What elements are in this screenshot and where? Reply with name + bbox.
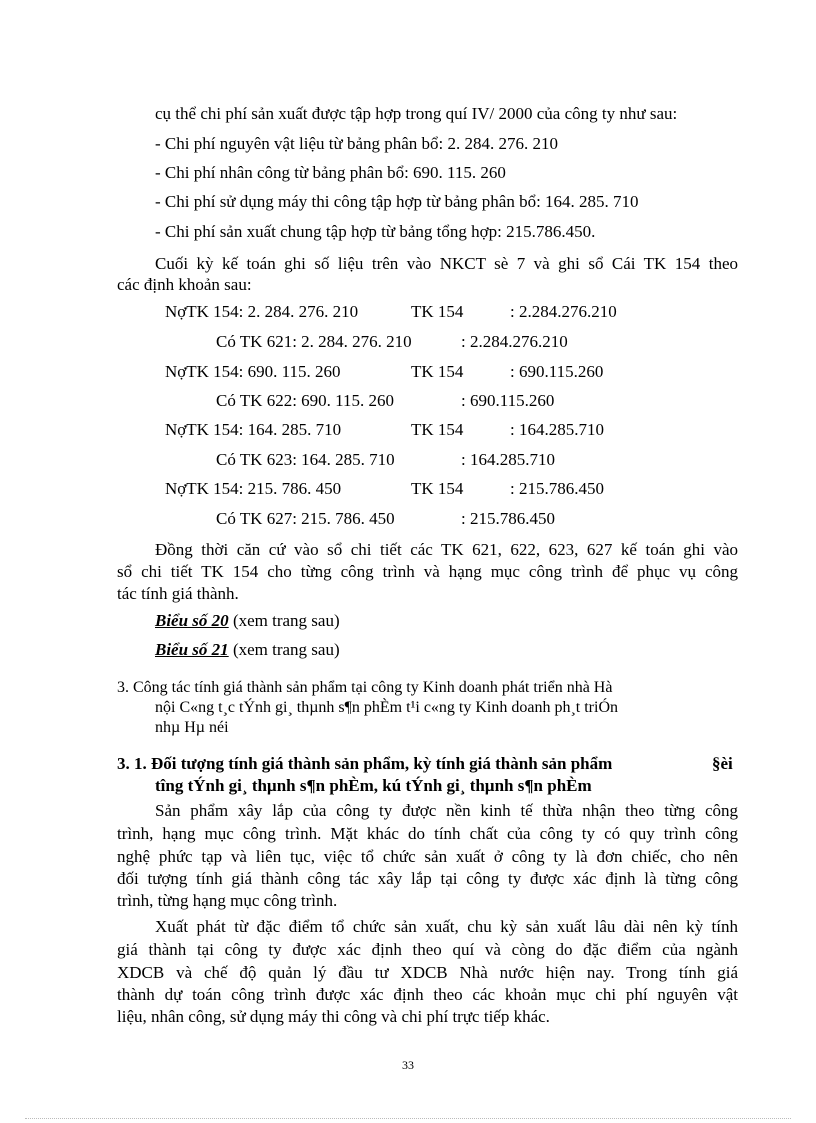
- entry-tk: TK 154: [411, 479, 464, 498]
- ref-note: (xem trang sau): [228, 640, 340, 659]
- section-3-1-heading-line-2: tîng tÝnh gi¸ thµnh s¶n phÈm, kú tÝnh gi¸ thµnh s¶n phÈm: [155, 776, 592, 795]
- simultaneous-para-line-3: tác tính giá thành.: [117, 584, 239, 603]
- entry-credit: Có TK 621: 2. 284. 276. 210: [216, 332, 412, 351]
- section-3-1-heading-garbled: §èi: [712, 754, 733, 773]
- entry-debit: NợTK 154: 215. 786. 450: [165, 479, 342, 498]
- entry-tk-amount: : 215.786.450: [510, 479, 604, 498]
- cost-item-materials: - Chi phí nguyên vật liệu từ bảng phân bổ: 2. 284. 276. 210: [155, 134, 559, 153]
- closing-para-line-1: Cuối kỳ kế toán ghi số liệu trên vào NKCT sè 7 và ghi sổ Cái TK 154 theo: [155, 254, 738, 273]
- ref-label: Biểu số 20: [155, 611, 229, 630]
- entry-tk-amount: : 690.115.260: [510, 362, 604, 381]
- entry-credit-amount: : 215.786.450: [461, 509, 555, 528]
- ref-bieu-21: [155, 639, 340, 661]
- origin-para-line-1: Xuất phát từ đặc điểm tổ chức sản xuất, chu kỳ sản xuất lâu dài nên kỳ tính: [155, 917, 738, 936]
- entry-debit: NợTK 154: 2. 284. 276. 210: [165, 302, 359, 321]
- page-number: 33: [402, 1058, 414, 1072]
- entry-credit: Có TK 622: 690. 115. 260: [216, 391, 395, 410]
- entry-debit: NợTK 154: 164. 285. 710: [165, 420, 342, 439]
- product-para-line-5: trình, từng hạng mục công trình.: [117, 891, 338, 910]
- entry-tk: TK 154: [411, 302, 464, 321]
- cost-item-general: - Chi phí sản xuất chung tập hợp từ bảng tổng hợp: 215.786.450.: [155, 222, 596, 241]
- page-bottom-divider: [25, 1118, 791, 1119]
- entry-credit: Có TK 623: 164. 285. 710: [216, 450, 395, 469]
- cost-item-machine: - Chi phí sử dụng máy thi công tập hợp từ bảng phân bổ: 164. 285. 710: [155, 192, 639, 211]
- simultaneous-para-line-2: sổ chi tiết TK 154 cho từng công trình và hạng mục công trình để phục vụ công: [117, 562, 738, 581]
- entry-credit-amount: : 164.285.710: [461, 450, 555, 469]
- cost-item-labor: - Chi phí nhân công từ bảng phân bổ: 690. 115. 260: [155, 163, 506, 182]
- ref-label: Biểu số 21: [155, 640, 229, 659]
- section-3-heading-line-1: 3. Công tác tính giá thành sản phẩm tại công ty Kinh doanh phát triển nhà Hà: [117, 679, 613, 696]
- section-3-1-heading-line-1: 3. 1. Đối tượng tính giá thành sản phẩm, kỳ tính giá thành sản phẩm: [117, 754, 613, 773]
- entry-tk: TK 154: [411, 362, 464, 381]
- entry-credit-amount: : 2.284.276.210: [461, 332, 568, 351]
- entry-tk-amount: : 2.284.276.210: [510, 302, 617, 321]
- intro-line: cụ thể chi phí sản xuất được tập hợp trong quí IV/ 2000 của công ty như sau:: [155, 104, 678, 123]
- product-para-line-1: Sản phẩm xây lắp của công ty được nền kinh tế thừa nhận theo từng công: [155, 801, 738, 820]
- product-para-line-3: nghệ phức tạp và liên tục, việc tổ chức sản xuất ở công ty là đơn chiếc, cho nên: [117, 847, 738, 866]
- origin-para-line-3: XDCB và chế độ quản lý đầu tư XDCB Nhà nước hiện nay. Trong tính giá: [117, 963, 738, 982]
- product-para-line-4: đối tượng tính giá thành công tác xây lắp tại công ty được xác định là từng công: [117, 869, 738, 888]
- entry-credit: Có TK 627: 215. 786. 450: [216, 509, 395, 528]
- origin-para-line-4: thành dự toán công trình được xác định theo các khoản mục chi phí nguyên vật: [117, 985, 738, 1004]
- entry-debit: NợTK 154: 690. 115. 260: [165, 362, 341, 381]
- entry-credit-amount: : 690.115.260: [461, 391, 555, 410]
- origin-para-line-2: giá thành tại công ty được xác định theo quí và còng do đặc điểm của ngành: [117, 940, 738, 959]
- origin-para-line-5: liệu, nhân công, sử dụng máy thi công và chi phí trực tiếp khác.: [117, 1007, 550, 1026]
- section-3-heading-line-2: nội C«ng t¸c tÝnh gi¸ thµnh s¶n phÈm t¹i c«ng ty Kinh doanh ph¸t triÓn: [155, 699, 619, 716]
- ref-note: (xem trang sau): [228, 611, 340, 630]
- product-para-line-2: trình, hạng mục công trình. Mặt khác do tính chất của công ty có quy trình công: [117, 824, 738, 843]
- entry-tk-amount: : 164.285.710: [510, 420, 604, 439]
- entry-tk: TK 154: [411, 420, 464, 439]
- simultaneous-para-line-1: Đồng thời căn cứ vào sổ chi tiết các TK 621, 622, 623, 627 kế toán ghi vào: [155, 540, 738, 559]
- closing-para-line-2: các định khoản sau:: [117, 275, 252, 294]
- ref-bieu-20: [155, 610, 340, 632]
- section-3-heading-line-3: nhµ Hµ néi: [155, 719, 229, 736]
